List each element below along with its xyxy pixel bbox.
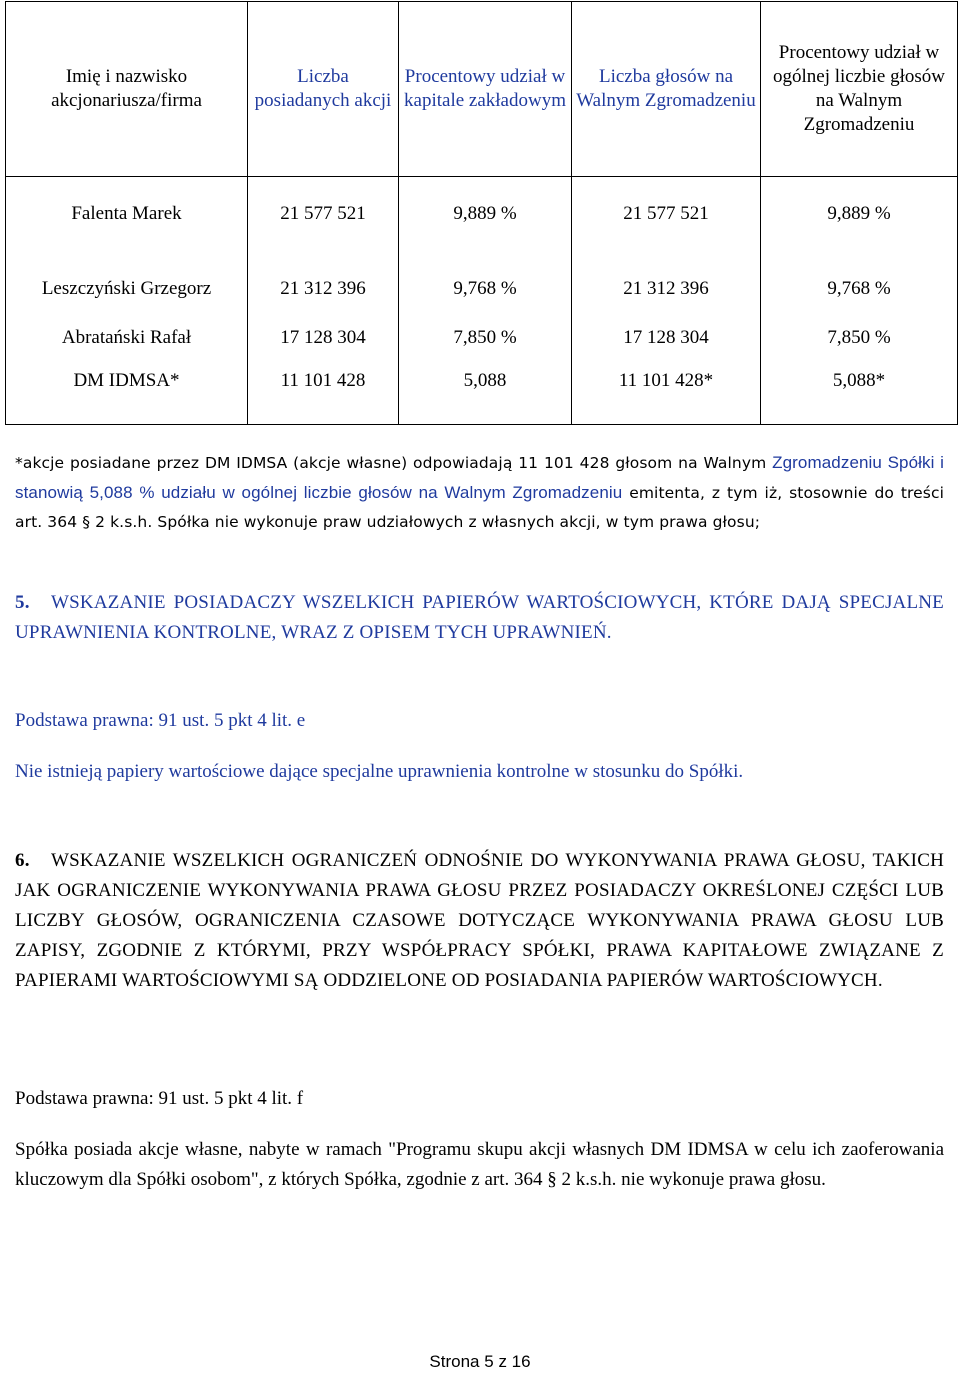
section-6-text-part-1: Spółka posiada akcje własne, nabyte w ramach "Programu skupu akcji własnych DM IDMSA w celu ich zaoferowania kluczowym dla Spółki osobom", z których Spółka, zgodnie z art. 364 [15, 1139, 944, 1190]
table-header-row [6, 2, 958, 177]
cell-votes-share: 9,889 % [761, 177, 958, 238]
cell-votes-share: 7,850 % [761, 311, 958, 360]
section-5-legal-basis: Podstawa prawna: 91 ust. 5 pkt 4 lit. e [15, 710, 306, 731]
cell-shareholder: Leszczyński Grzegorz [6, 237, 248, 311]
section-6-text [15, 1135, 944, 1195]
cell-capital-share: 7,850 % [399, 311, 572, 360]
section-5-number: 5. [15, 592, 30, 613]
header-shareholder: Imię i nazwisko akcjonariusza/firma [6, 2, 248, 177]
header-votes-share: Procentowy udział w ogólnej liczbie głosów na Walnym Zgromadzeniu [761, 2, 958, 177]
header-capital-share: Procentowy udział w kapitale zakładowym [399, 2, 572, 177]
footer-page-total: 16 [511, 1352, 531, 1371]
cell-shareholder: DM IDMSA* [6, 360, 248, 425]
cell-votes-count: 21 577 521 [572, 177, 761, 238]
section-5-title: WSKAZANIE POSIADACZY WSZELKICH PAPIERÓW WARTOŚCIOWYCH, KTÓRE DAJĄ SPECJALNE UPRAWNIENIA KONTROLNE, WRAZ Z OPISEM TYCH UPRAWNIEŃ. [15, 592, 944, 643]
cell-votes-count: 21 312 396 [572, 237, 761, 311]
cell-shares-count: 11 101 428 [248, 360, 399, 425]
footer-label: Strona [429, 1352, 480, 1371]
cell-shares-count: 21 577 521 [248, 177, 399, 238]
table-row [6, 360, 958, 425]
cell-shareholder: Abratański Rafał [6, 311, 248, 360]
cell-votes-count: 17 128 304 [572, 311, 761, 360]
section-6-heading [15, 846, 944, 996]
table-row [6, 311, 958, 360]
footnote-line-3: emitenta, z tym iż, stosownie do treści art. 364 [15, 484, 945, 531]
cell-votes-share: 9,768 % [761, 237, 958, 311]
cell-votes-count: 11 101 428* [572, 360, 761, 425]
footnote-line-4: 2 k.s.h. Spółka nie wykonuje praw udziałowych z własnych akcji, w tym prawa głosu; [95, 513, 761, 531]
section-6-number: 6. [15, 850, 30, 871]
footer-page-number: 5 [484, 1352, 494, 1371]
idmsa-footnote [15, 448, 944, 537]
section-5-text: Nie istnieją papiery wartościowe dające specjalne uprawnienia kontrolne w stosunku do Spółki. [15, 761, 744, 782]
table-row [6, 177, 958, 238]
section-6-text-part-2: 2 k.s.h. nie wykonuje prawa głosu. [561, 1169, 826, 1190]
header-shares-count: Liczba posiadanych akcji [248, 2, 399, 177]
section-5-heading [15, 588, 944, 648]
cell-shares-count: 21 312 396 [248, 237, 399, 311]
cell-shares-count: 17 128 304 [248, 311, 399, 360]
header-votes-count: Liczba głosów na Walnym Zgromadzeniu [572, 2, 761, 177]
cell-shareholder: Falenta Marek [6, 177, 248, 238]
footnote-line-2: Zgromadzeniu Spółki i stanowią 5,088 % udziału w ogólnej liczbie głosów na Walnym Zgromadzeniu [15, 453, 944, 502]
footer-separator: z [498, 1352, 507, 1371]
section-sign-icon: § [547, 1169, 557, 1190]
shareholders-table [5, 1, 958, 425]
cell-capital-share: 5,088 [399, 360, 572, 425]
section-sign-icon: § [82, 513, 91, 531]
cell-capital-share: 9,768 % [399, 237, 572, 311]
footnote-line-1: *akcje posiadane przez DM IDMSA (akcje własne) odpowiadają 11 101 428 głosom na Walnym [15, 454, 767, 472]
table-row [6, 237, 958, 311]
section-6-legal-basis: Podstawa prawna: 91 ust. 5 pkt 4 lit. f [15, 1088, 304, 1109]
page-footer [0, 1352, 960, 1372]
cell-votes-share: 5,088* [761, 360, 958, 425]
cell-capital-share: 9,889 % [399, 177, 572, 238]
section-6-title: WSKAZANIE WSZELKICH OGRANICZEŃ ODNOŚNIE DO WYKONYWANIA PRAWA GŁOSU, TAKICH JAK OGRANICZENIE WYKONYWANIA PRAWA GŁOSU PRZEZ POSIADACZY OKREŚLONEJ CZĘŚCI LUB LICZBY GŁOSÓW, OGRANICZENIA CZASOWE DOTYCZĄCE WYKONYWANIA PRAWA GŁOSU LUB ZAPISY, ZGODNIE Z KTÓRYMI, PRZY WSPÓŁPRACY SPÓŁKI, PRAWA KAPITAŁOWE ZWIĄZANE Z PAPIERAMI WARTOŚCIOWYMI SĄ ODDZIELONE OD POSIADANIA PAPIERÓW WARTOŚCIOWYCH. [15, 850, 944, 991]
